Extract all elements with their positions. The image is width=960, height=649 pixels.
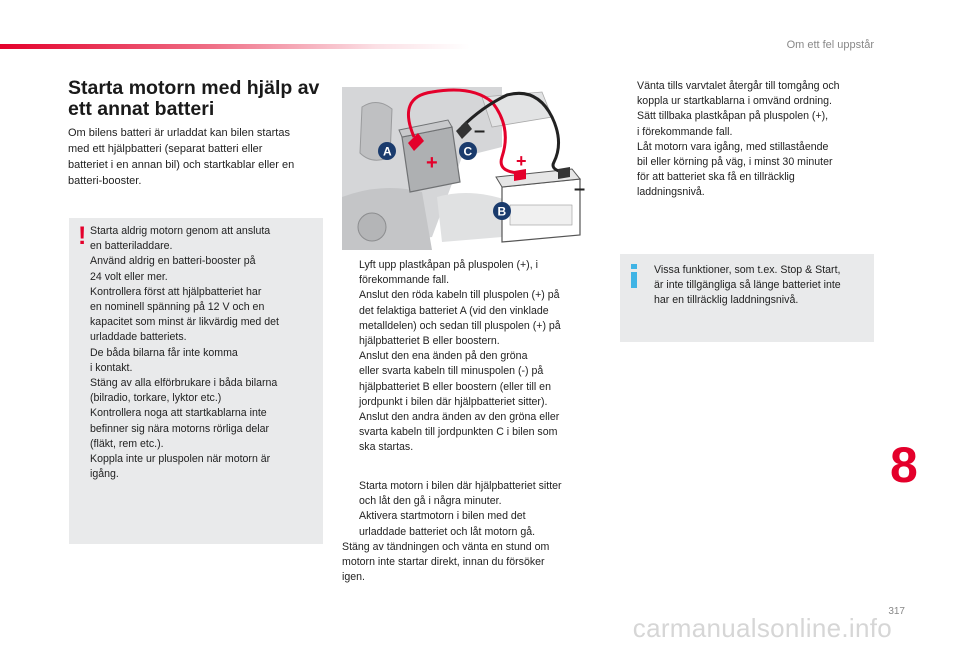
header-accent-bar — [0, 44, 470, 49]
step-line: Aktivera startmotorn i bilen med det — [359, 510, 526, 523]
step-line: och låt den gå i några minuter. — [359, 495, 502, 508]
steps-disconnect — [620, 79, 880, 201]
warning-line: Använd aldrig en batteri-booster på — [90, 255, 256, 268]
warning-box — [69, 218, 323, 544]
list-item — [342, 288, 604, 349]
info-text — [654, 263, 870, 309]
restart-note — [342, 540, 604, 586]
warning-line: i kontakt. — [90, 361, 133, 374]
step-line: hjälpbatteriet B eller boostern (eller till en — [359, 380, 551, 393]
watermark-text: carmanualsonline.info — [632, 613, 892, 643]
step-line: svarta kabeln till jordpunkten C i bilen som — [359, 426, 558, 439]
minus-mark-b: – — [574, 178, 586, 200]
warning-line: 24 volt eller mer. — [90, 270, 168, 283]
warning-line: De båda bilarna får inte komma — [90, 346, 238, 359]
step-line: Låt motorn vara igång, med stillastående — [637, 140, 829, 153]
list-item — [342, 258, 604, 288]
step-line: Vänta tills varvtalet återgår till tomgång och — [637, 80, 840, 92]
steps-connect — [342, 258, 604, 456]
step-line: jordpunkt i bilen där hjälpbatteriet sitter). — [359, 395, 548, 408]
list-item — [342, 509, 604, 539]
note-line: Stäng av tändningen och vänta en stund om — [342, 540, 550, 553]
label-c: C — [463, 144, 473, 159]
warning-exclamation-icon: ! — [78, 222, 87, 250]
list-item — [342, 479, 604, 509]
jump-start-diagram — [342, 87, 604, 250]
plus-mark-b: + — [516, 151, 527, 171]
intro-line: Om bilens batteri är urladdat kan bilen startas — [68, 127, 290, 139]
step-line: det felaktiga batteriet A (vid den vinklade — [359, 304, 549, 317]
minus-mark-c: – — [474, 120, 486, 142]
list-item — [620, 109, 880, 139]
warning-line: Stäng av alla elförbrukare i båda bilarna — [90, 377, 278, 390]
section-title: Om ett fel uppstår — [786, 39, 874, 51]
step-line: Sätt tillbaka plastkåpan på pluspolen (+), — [637, 110, 829, 123]
warning-line: befinner sig nära motorns rörliga delar — [90, 422, 270, 435]
list-item — [620, 79, 880, 109]
intro-line: batteriet i en annan bil) och startkablar eller en — [68, 159, 295, 171]
step-line: i förekommande fall. — [637, 125, 733, 138]
list-item — [342, 349, 604, 410]
info-icon — [630, 264, 638, 288]
info-line: är inte tillgängliga så länge batteriet inte — [654, 279, 841, 292]
page-number: 317 — [888, 606, 905, 617]
info-box — [620, 254, 874, 342]
warning-line: en nominell spänning på 12 V och en — [90, 301, 265, 314]
warning-line: (fläkt, rem etc.). — [90, 437, 164, 450]
step-line: förekommande fall. — [359, 274, 450, 287]
step-line: bil eller körning på väg, i minst 30 minuter — [637, 156, 833, 169]
step-line: koppla ur startkablarna i omvänd ordning. — [637, 95, 832, 108]
warning-line: Kontrollera först att hjälpbatteriet har — [90, 285, 262, 298]
label-a: A — [383, 144, 392, 159]
warning-line: Starta aldrig motorn genom att ansluta — [90, 225, 271, 237]
step-line: Lyft upp plastkåpan på pluspolen (+), i — [359, 259, 538, 271]
info-line: har en tillräcklig laddningsnivå. — [654, 294, 799, 307]
step-line: Starta motorn i bilen där hjälpbatteriet sitter — [359, 480, 562, 492]
page-title — [68, 78, 328, 120]
list-item — [342, 410, 604, 456]
step-line: Anslut den röda kabeln till pluspolen (+) på — [359, 289, 560, 302]
intro-line: med ett hjälpbatteri (separat batteri eller — [68, 143, 263, 155]
title-line: ett annat batteri — [68, 98, 215, 120]
step-line: urladdade batteriet och låt motorn gå. — [359, 525, 536, 538]
warning-line: igång. — [90, 468, 119, 481]
intro-paragraph — [68, 125, 326, 189]
intro-line: batteri-booster. — [68, 175, 142, 187]
warning-line: en batteriladdare. — [90, 240, 173, 253]
plus-mark-a: + — [426, 152, 438, 174]
step-line: Anslut den ena änden på den gröna — [359, 350, 528, 363]
step-line: hjälpbatteriet B eller boostern. — [359, 335, 500, 348]
step-line: laddningsnivå. — [637, 186, 705, 199]
note-line: motorn inte startar direkt, innan du försöker — [342, 556, 545, 569]
step-line: Anslut den andra änden av den gröna eller — [359, 411, 560, 424]
warning-text — [90, 224, 318, 482]
step-line: metalldelen) och sedan till pluspolen (+) på — [359, 319, 561, 332]
warning-line: (bilradio, torkare, lyktor etc.) — [90, 392, 222, 405]
step-line: ska startas. — [359, 441, 414, 454]
warning-line: kapacitet som minst är likvärdig med det — [90, 316, 279, 329]
note-line: igen. — [342, 571, 365, 584]
list-item — [620, 140, 880, 201]
label-b: B — [497, 204, 507, 219]
warning-line: Koppla inte ur pluspolen när motorn är — [90, 453, 271, 466]
warning-line: Kontrollera noga att startkablarna inte — [90, 407, 267, 420]
warning-line: urladdade batteriets. — [90, 331, 187, 344]
info-line: Vissa funktioner, som t.ex. Stop & Start, — [654, 264, 841, 276]
step-line: för att batteriet ska få en tillräcklig — [637, 171, 795, 184]
step-line: eller svarta kabeln till minuspolen (-) på — [359, 365, 544, 378]
steps-start — [342, 479, 604, 585]
chapter-number: 8 — [890, 437, 918, 493]
title-line: Starta motorn med hjälp av — [68, 77, 320, 99]
jump-start-illustration — [342, 87, 604, 250]
